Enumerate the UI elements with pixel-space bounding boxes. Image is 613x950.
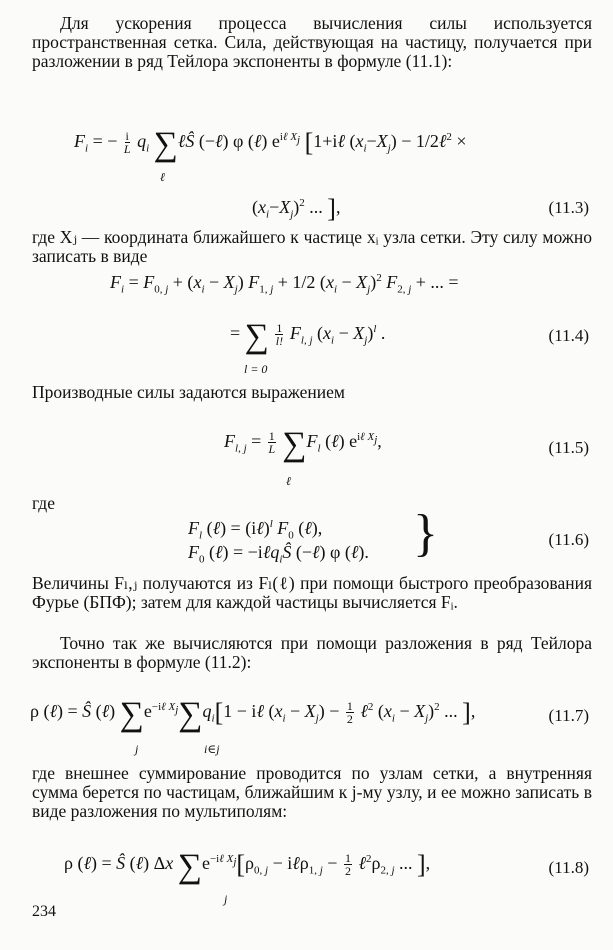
sum-index-j: j — [135, 742, 139, 756]
equation-number-11-8: (11.8) — [548, 858, 589, 877]
equation-11-7: ρ (ℓ) = Ŝ (ℓ) $\sum e^{-i\ell X_j}\sum q_i[1$ − iℓ $(x_i - X_j)$ − $\frac{1}{2}$ ℓ$^2$ $(x_i - X_j)^2$ ... ], — [30, 696, 476, 733]
equation-11-4-line1: $F_i = F_{0, j} + (x_i - X_j) F_{1, j} + 1/2$ $(x_i - X_j)^2$ $F_{2, j}$ + ... = — [110, 272, 459, 296]
equation-number-11-6: (11.6) — [548, 530, 589, 549]
sum-index-j-2: j — [224, 892, 228, 906]
sum-index-i-in-j: i∈j — [204, 742, 220, 756]
equation-11-8: ρ (ℓ) = Ŝ (ℓ) Δx $\sum e^{-i\ell X_j}[\rho_{0, j}$ − iℓρ$_{1, j}$ − $\frac{1}{2}$ $\ell^2\rho_{2, j}$ ... ], — [64, 848, 431, 885]
equation-number-11-7: (11.7) — [548, 706, 589, 725]
equation-11-3-line2: $(x_i-X_j)^2$ ... ], — [252, 194, 341, 223]
equation-11-6-line1: $F_l$ (ℓ) = (iℓ)$^l$ $F_0$ (ℓ), — [188, 518, 323, 542]
paragraph-coordinate: где Xⱼ — координата ближайшего к частице xᵢ узла сетки. Эту силу можно записать в виде — [32, 227, 592, 266]
equation-11-3-line1: $F_i$ = − $\frac{i}{L}$ $q_i$ ∑ℓŜ (−ℓ) φ (ℓ) $e^{i\ell X_j}$ [1+iℓ $(x_i-X_j)$ − 1/2ℓ$^2$ × — [74, 126, 467, 163]
equation-11-6-line2: $F_0$ (ℓ) = −iℓq$_i$Ŝ (−ℓ) φ (ℓ). — [188, 542, 369, 566]
paragraph-similarly: Точно так же вычисляются при помощи разложения в ряд Тейлора экспоненты в формуле (11.2): — [32, 633, 592, 672]
paragraph-derivatives: Производные силы задаются выражением — [32, 382, 345, 402]
sum-index-l0: l = 0 — [244, 362, 268, 376]
page-number: 234 — [32, 903, 56, 920]
equation-11-4-line2: = ∑ $\frac{1}{l!}$ $F_{l, j}$ $(x_i - X_j)^l$ . — [230, 318, 386, 355]
equation-number-11-4: (11.4) — [548, 326, 589, 345]
equation-number-11-5: (11.5) — [548, 438, 589, 457]
equation-number-11-3: (11.3) — [548, 198, 589, 217]
paragraph-fft: Величины Fₗ,ⱼ получаются из Fₗ(ℓ) при помощи быстрого преобразования Фурье (БПФ); затем для каждой частицы вычисляется Fᵢ. — [32, 573, 592, 612]
sum-index-l-2: ℓ — [286, 474, 291, 488]
sum-index-l: ℓ — [160, 170, 165, 184]
paragraph-intro: Для ускорения процесса вычисления силы используется пространственная сетка. Сила, действующая на частицу, получается при разложении в ряд Тейлора экспоненты в формуле (11.1): — [32, 13, 592, 71]
paragraph-where: где — [32, 493, 55, 513]
paragraph-multipoles: где внешнее суммирование проводится по узлам сетки, а внутренняя сумма берется по частицам, ближайшим к j-му узлу, и ее можно записать в виде разложения по мультиполям: — [32, 763, 592, 821]
right-brace: } — [413, 505, 438, 562]
equation-11-5: $F_{l, j}$ = $\frac{1}{L}$ $\sum F_l$ (ℓ) $e^{i\ell X_j}$, — [224, 426, 382, 463]
